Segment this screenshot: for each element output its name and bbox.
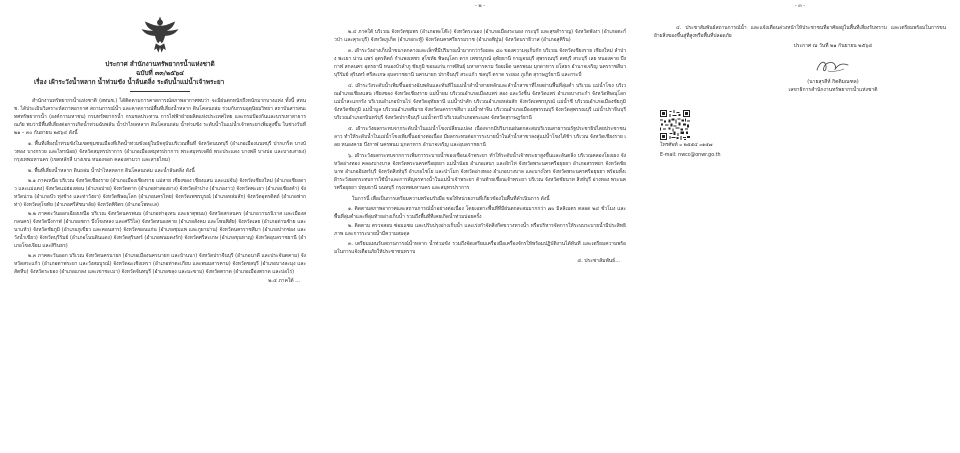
announcement-date: ประกาศ ณ วันที่ ๒๑ กันยายน ๒๕๖๔ xyxy=(793,43,873,49)
announcement-header xyxy=(14,60,306,78)
page-number: - ๒ - xyxy=(474,3,486,9)
page-2-body xyxy=(334,28,626,256)
paragraph: ๕. เฝ้าระวังผลกระทบจากระดับน้ำในแม่น้ำโขงเปลี่ยนแปลง เนื่องจากมีปริมาณฝนตกสะสมบริเวณสาธารณรัฐประชาธิปไตยประชาชนลาว ทำให้ระดับน้ำในแม่น้ำโขงเพิ่มขึ้นอย่างต่อเนื่อง มีผลกระทบต่อการระบายน้ำในลำน้ำสาขาลงสู่แม่น้ำโขงได้ช้า บริเวณ จังหวัดเชียงราย เลย หนองคาย บึงกาฬ นครพนม มุกดาหาร อำนาจเจริญ และอุบลราชธานี xyxy=(334,126,626,148)
crest-container xyxy=(14,14,306,60)
continuation-marker: ๔. ประชาสัมพันธ์... xyxy=(577,258,620,264)
signature-container xyxy=(654,56,946,78)
paragraph: ๒. ติดตาม ตรวจสอบ ซ่อมแซม และปรับปรุงอ่างเก็บน้ำ และเร่งกำจัดสิ่งกีดขวางทางน้ำ หรือบริหารจัดการให้ระบบระบายน้ำมีประสิทธิภาพ และการระบายน้ำมีความสมดุล xyxy=(334,223,626,237)
announcement-issue: ฉบับที่ ๓๓/๒๕๖๔ xyxy=(136,69,184,77)
paragraph: ในการนี้ เพื่อเป็นการเตรียมความพร้อมรับมือ ขอให้หน่วยงานที่เกี่ยวข้องในพื้นที่ดำเนินการ ดังนี้ xyxy=(352,196,550,202)
paragraph: ๔. เฝ้าระวังระดับน้ำเพิ่มขึ้นอย่างฉับพลันและทันทีในแม่น้ำลำน้ำสายหลักและลำน้ำสาขาที่ไหลผ่านพื้นที่ลุ่มต่ำ บริเวณ แม่น้ำโขง บริเวณอำเภอเชียงแสน เชียงของ จังหวัดเชียงราย แม่น้ำยม บริเวณอำเภอเมืองแพร่ สอง และวังชิ้น จังหวัดแพร่ อำเภอบางระกำ จังหวัดพิษณุโลก แม่น้ำสะแกกรัง บริเวณอำเภอบ้านไร่ จังหวัดอุทัยธานี แม่น้ำป่าสัก บริเวณอำเภอหล่มสัก จังหวัดเพชรบูรณ์ แม่น้ำชี บริเวณอำเภอเมืองชัยภูมิ จังหวัดชัยภูมิ แม่น้ำมูล บริเวณอำเภอพิมาย จังหวัดนครราชสีมา แม่น้ำท่าจีน บริเวณอำเภอเมืองสุพรรณบุรี จังหวัดสุพรรณบุรี แม่น้ำปราจีนบุรี บริเวณอำเภอกบินทร์บุรี จังหวัดปราจีนบุรี แม่น้ำตาปี บริเวณอำเภอพระแสง จังหวัดสุราษฎร์ธานี xyxy=(334,83,626,121)
paragraph: สำนักงานทรัพยากรน้ำแห่งชาติ (สทนช.) ได้ติดตามการคาดการณ์สภาพอากาศพบว่า จะมีฝนตกหนักถึงหนักมากบางแห่ง ทั้งนี้ สทนช. ได้ประเมินวิเคราะห์สภาพอากาศ สถานการณ์น้ำ และคาดการณ์พื้นที่เสี่ยงน้ำหลาก ดินโคลนถล่ม ร่วมกับกรมอุตุนิยมวิทยา สถาบันสารสนเทศทรัพยากรน้ำ (องค์การมหาชน) กรมทรัพยากรน้ำ กรมชลประทาน การไฟฟ้าฝ่ายผลิตแห่งประเทศไทย และกรมป้องกันและบรรเทาสาธารณภัย พบว่ามีพื้นที่เสี่ยงต่อการเกิดน้ำท่วมฉับพลัน น้ำป่าไหลหลาก ดินโคลนถล่ม น้ำท่วมขัง ระดับน้ำในแม่น้ำเจ้าพระยาเพิ่มสูงขึ้น ในช่วงวันที่ ๒๑ – ๓๐ กันยายน ๒๕๖๔ ดังนี้ xyxy=(14,98,306,136)
qr-code-icon xyxy=(660,110,690,140)
paragraph: ๓. เตรียมแผนรับสถานการณ์น้ำหลาก น้ำท่วมขัง รวมถึงจัดเตรียมเครื่องมือเครื่องจักรให้พร้อมปฏิบัติงานได้ทันที และเตรียมความพร้อมในการแจ้งเตือนภัยให้ประชาชนทราบ xyxy=(334,240,626,255)
paragraph: ๒.๓ ภาคตะวันออก บริเวณ จังหวัดนครนายก (อำเภอเมืองนครนายก และบ้านนา) จังหวัดปราจีนบุรี (อำเภอนาดี และประจันตคาม) จังหวัดสระแก้ว (อำเภอตาพระยา และวังสมบูรณ์) จังหวัดฉะเชิงเทรา (อำเภอท่าตะเกียบ และพนมสารคาม) จังหวัดชลบุรี (อำเภอบางละมุง และสัตหีบ) จังหวัดระยอง (อำเภอแกลง และเขาชะเมา) จังหวัดจันทบุรี (อำเภอขลุง และมะขาม) จังหวัดตราด (อำเภอเมืองตราด และบ่อไร่) xyxy=(14,252,306,275)
paragraph: ๑. พื้นที่เสี่ยงน้ำท่วมขังในเขตชุมชนเมืองที่เกิดน้ำท่วมขังอยู่ในปัจจุบันบริเวณพื้นที่ จังหวัดนนทบุรี (อำเภอเมืองนนทบุรี ปากเกร็ด บางบัวทอง บางกรวย และไทรน้อย) จังหวัดสมุทรปราการ (อำเภอเมืองสมุทรปราการ พระสมุทรเจดีย์ พระประแดง บางพลี บางบ่อ และบางเสาธง) กรุงเทพมหานคร (เขตหลักสี่ บางเขน หนองจอก คลองสามวา และสายไหม) xyxy=(14,141,306,163)
page-3 xyxy=(640,0,960,453)
continuation-marker: ๒.๔ ภาคใต้ ... xyxy=(268,278,300,284)
announcement-title: ประกาศ สำนักงานทรัพยากรน้ำแห่งชาติ xyxy=(105,60,215,68)
contact-block xyxy=(660,110,946,160)
paragraph: ๑. ติดตามสภาพอากาศและสถานการณ์น้ำอย่างต่อเนื่อง โดยเฉพาะพื้นที่ที่มีฝนตกสะสมมากกว่า ๗๐ มิลลิเมตร ตลอด ๒๔ ชั่วโมง และพื้นที่ลุ่มต่ำและที่ลุ่มท้ายอ่างเก็บน้ำ รวมถึงพื้นที่ที่เคยเกิดน้ำท่วมบ่อยครั้ง xyxy=(334,205,626,220)
signature-mark xyxy=(813,56,853,76)
page-number: - ๓ - xyxy=(794,3,806,9)
page-2 xyxy=(320,0,640,453)
paragraph: ๒.๑ ภาคเหนือ บริเวณ จังหวัดเชียงราย (อำเภอเมืองเชียงราย แม่สาย เชียงของ เชียงแสน และแม่จัน) จังหวัดเชียงใหม่ (อำเภอเชียงดาว และแม่แตง) จังหวัดแม่ฮ่องสอน (อำเภอปาย) จังหวัดตาก (อำเภอท่าสองยาง) จังหวัดลำปาง (อำเภองาว) จังหวัดพะเยา (อำเภอเชียงคำ) จังหวัดน่าน (อำเภอปัว ทุ่งช้าง และท่าวังผา) จังหวัดพิษณุโลก (อำเภอนครไทย) จังหวัดเพชรบูรณ์ (อำเภอหล่มสัก) จังหวัดอุตรดิตถ์ (อำเภอฟากท่า) จังหวัดสุโขทัย (อำเภอศรีสัชนาลัย) จังหวัดพิจิตร (อำเภอโพทะเล) xyxy=(14,177,306,208)
page-number xyxy=(14,2,306,10)
paragraph: ๓. เฝ้าระวังอ่างเก็บน้ำขนาดกลางและเล็กที่มีปริมาณน้ำมากกว่าร้อยละ ๘๐ ของความจุเก็บกัก บริเวณ จังหวัดเชียงราย เชียงใหม่ ลำปาง พะเยา น่าน แพร่ อุตรดิตถ์ กำแพงเพชร สุโขทัย พิษณุโลก ตาก เพชรบูรณ์ อุทัยธานี กาญจนบุรี สุพรรณบุรี ลพบุรี สระบุรี เลย หนองคาย บึงกาฬ สกลนคร อุดรธานี หนองบัวลำภู ชัยภูมิ ขอนแก่น กาฬสินธุ์ มหาสารคาม ร้อยเอ็ด นครพนม มุกดาหาร ยโสธร อำนาจเจริญ นครราชสีมา บุรีรัมย์ สุรินทร์ ศรีสะเกษ อุบลราชธานี นครนายก ปราจีนบุรี สระแก้ว ชลบุรี ตราด ระยอง ภูเก็ต สุราษฎร์ธานี และกระบี่ xyxy=(334,48,626,78)
header-divider xyxy=(130,91,190,92)
paragraph: ๔. ประชาสัมพันธ์สถานการณ์น้ำ และแจ้งเตือนล่วงหน้าให้ประชาชนที่อาศัยอยู่ในพื้นที่เสี่ยงรับทราบ และเตรียมพร้อมในการขนย้ายสิ่งของขึ้นสู่ที่สูงหรือพื้นที่ปลอดภัย xyxy=(654,25,946,39)
paragraph: ๒.๔ ภาคใต้ บริเวณ จังหวัดชุมพร (อำเภอพะโต๊ะ) จังหวัดระนอง (อำเภอเมืองระนอง กระบุรี และสุขสำราญ) จังหวัดพังงา (อำเภอตะกั่วป่า และคุระบุรี) จังหวัดภูเก็ต (อำเภอกะทู้) จังหวัดนครศรีธรรมราช (อำเภอพิปูน) จังหวัดนราธิวาส (อำเภอสุคิริน) xyxy=(334,29,626,43)
signer-name: (นายสุรสีห์ กิตติมณฑล) xyxy=(807,79,859,85)
page-1-body xyxy=(14,97,306,276)
paragraph: ๖. เฝ้าระวังผลกระทบจากการเพิ่มการระบายน้ำของเขื่อนเจ้าพระยา ทำให้ระดับน้ำเจ้าพระยาสูงขึ้นและล้นตลิ่ง บริเวณคลองโผงเผง จังหวัดอ่างทอง คลองบางบาล จังหวัดพระนครศรีอยุธยา แม่น้ำน้อย อำเภอเสนา และผักไห่ จังหวัดพระนครศรีอยุธยา อำเภอสรรพยา จังหวัดชัยนาท อำเภออินทร์บุรี จังหวัดสิงห์บุรี อำเภอไชโย และป่าโมก จังหวัดอ่างทอง อำเภอบางบาล และบางไทร จังหวัดพระนครศรีอยุธยา พร้อมทั้งเฝ้าระวังผลกระทบการใช้น้ำและการสัญจรทางน้ำในแม่น้ำเจ้าพระยา ด้านท้ายเขื่อนเจ้าพระยา บริเวณ จังหวัดชัยนาท สิงห์บุรี อ่างทอง พระนครศรีอยุธยา ปทุมธานี นนทบุรี กรุงเทพมหานคร และสมุทรปราการ xyxy=(334,153,626,191)
contact-phone: โทรศัพท์ ๐ ๒๕๕๔ ๐๑๕๗ xyxy=(660,143,713,148)
garuda-emblem-icon xyxy=(139,14,181,56)
announcement-subject: เรื่อง เฝ้าระวังน้ำหลาก น้ำท่วมขัง น้ำล้นตลิ่ง ระดับน้ำแม่น้ำเจ้าพระยา xyxy=(34,78,225,86)
paragraph: ๒. พื้นที่เสี่ยงน้ำหลาก ดินถล่ม น้ำป่าไหลหลาก ดินโคลนถล่ม และน้ำล้นตลิ่ง ดังนี้ xyxy=(28,168,195,174)
contact-email: E-mail: nwcc@onwr.go.th xyxy=(660,153,721,158)
page-1 xyxy=(0,0,320,453)
paragraph: ๒.๒ ภาคตะวันออกเฉียงเหนือ บริเวณ จังหวัดนครพนม (อำเภอท่าอุเทน และธาตุพนม) จังหวัดสกลนคร (อำเภอวานรนิวาส และเมืองสกลนคร) จังหวัดบึงกาฬ (อำเภอเซกา บึงโขงหลง และศรีวิไล) จังหวัดหนองคาย (อำเภอสังคม และโพนพิสัย) จังหวัดเลย (อำเภอด่านซ้าย และนาแห้ว) จังหวัดชัยภูมิ (อำเภอภูเขียว และคอนสาร) จังหวัดขอนแก่น (อำเภอชุมแพ และภูผาม่าน) จังหวัดนครราชสีมา (อำเภอปากช่อง และวังน้ำเขียว) จังหวัดบุรีรัมย์ (อำเภอโนนดินแดง) จังหวัดสุรินทร์ (อำเภอพนมดงรัก) จังหวัดศรีสะเกษ (อำเภอขุนหาญ) จังหวัดอุบลราชธานี (อำเภอโขงเจียม และสิรินธร) xyxy=(14,211,306,249)
signer-title: เลขาธิการสำนักงานทรัพยากรน้ำแห่งชาติ xyxy=(788,87,878,93)
